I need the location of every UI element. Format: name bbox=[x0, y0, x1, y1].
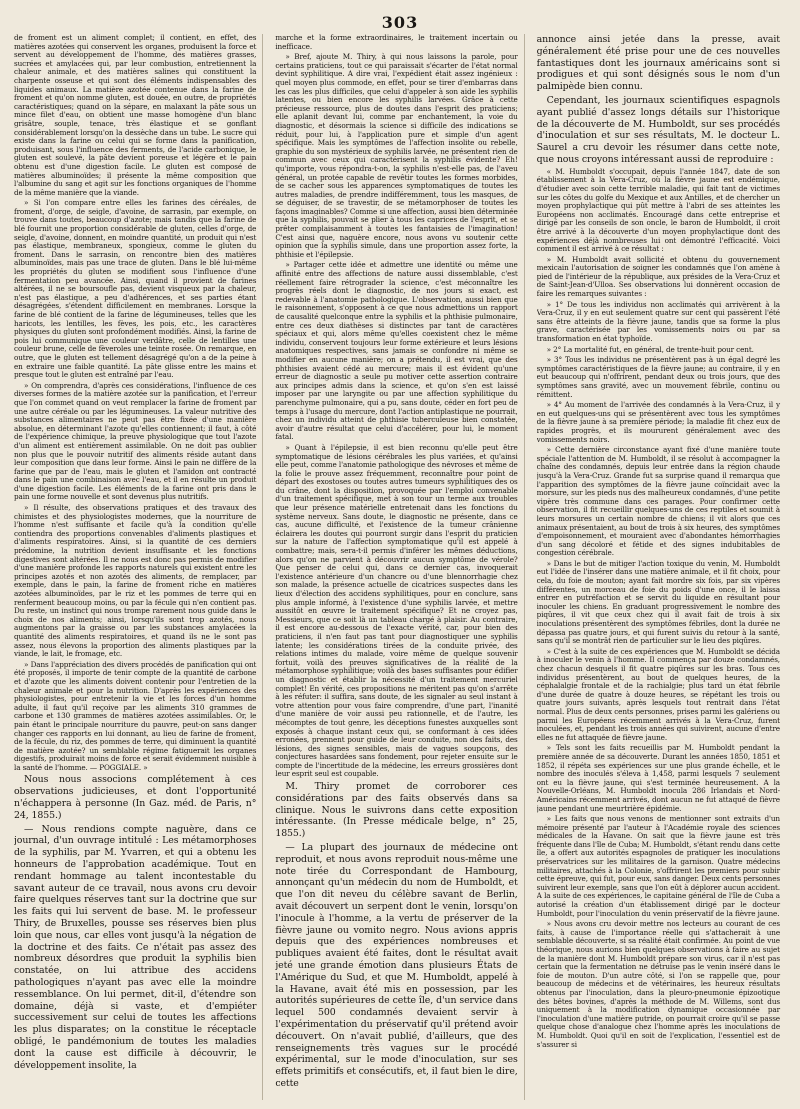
paragraph: » Les faits que nous venons de mentionner sont extraits d'un mémoire présenté par l'auteur à l'Académie royale des sciences médicales de la Havane. On sait que la fièvre jaune est très fréquente dans l'île de Cuba; M. Humboldt, s'étant rendu dans cette île, a offert aux autorités espagnoles de pratiquer les inoculations préservatrices sur les militaires de la garnison. Quatre médecins militaires, attachés à la Colonie, s'offrirent les premiers pour subir cette épreuve, qui fut, pour eux, sans danger. Deux cents personnes suivirent leur exemple, sans que l'on eût à déplorer aucun accident. A la suite de ces expériences, le capitaine général de l'île de Cuba a autorisé la création d'un établissement dirigé par le docteur Humboldt, pour l'inoculation du venin préservatif de la fièvre jaune. bbox=[536, 814, 780, 918]
paragraph: » Dans le but de mitiger l'action toxique du venin, M. Humboldt eut l'idée de l'insérer dans une matière animale, et il fit choix, pour cela, du foie de mouton; ayant fait mordre six fois, par six vipères différentes, un morceau de foie du poids d'une once, il le laissa entrer en putréfaction et se servit du liquide en résultant pour inoculer les chiens. En graduant progressivement le nombre des piqûres, il vit que ceux chez qui il avait fait de trois à six inoculations présentèrent des symptômes fébriles, dont la durée ne dépassa pas quatre jours, et qui furent suivis du retour à la santé, sans qu'il se montrât rien de particulier sur le lieu des piqûres. bbox=[536, 558, 780, 646]
paragraph: » Dans l'appréciation des divers procédés de panification qui ont été proposés, il importe de tenir compte de la quantité de carbone et d'azote que les aliments doivent contenir pour l'entretien de la chaleur animale et pour la nutrition. D'après les expériences des physiologistes, pour entretenir la vie et les forces d'un homme adulte, il faut qu'il reçoive par les aliments 310 grammes de carbone et 130 grammes de matières azotées assimilables. Or, le pain étant le principale nourriture du pauvre, peut-on sans danger changer ces rapports en lui donnant, au lieu de farine de froment, de la fécule, du riz, des pommes de terre, qui diminuent la quantité de matière azotée? un semblable régime fatiguerait les organes digestifs, produirait moins de force et serait évidemment nuisible à la santé de l'homme. — POGGIALE. » bbox=[14, 659, 257, 772]
column-1 bbox=[14, 34, 263, 1100]
paragraph: » Quant à l'épilepsie, il est bien reconnu qu'elle peut être symptomatique de lésions cérébrales les plus variées, et qu'ainsi elle peut, comme l'anatomie pathologique des névroses et même de la folie le prouve assez fréquemment, reconnaître pour point de départ des exostoses ou toutes autres tumeurs syphilitiques des os du crâne, dont la disposition, provoquée par l'emploi convenable d'un traitement spécifique, met à son tour un terme aux troubles que leur présence matérielle entretenait dans les fonctions du système nerveux. Sans doute, le diagnostic ne présente, dans ce cas, aucune difficulté, et l'existence de la tumeur crânienne éclairera les doutes qui pourront surgir dans l'esprit du praticien sur la nature de l'affection symptomatique qu'il est appelé à combattre; mais, sera-t-il permis d'inférer les mêmes déductions, alors qu'on ne parvient à découvrir aucun symptôme de vérole? Que penser de celui qui, dans ce dernier cas, invoquerait l'existence antérieure d'un chancre ou d'une blennorrhagie chez son malade, la présence actuelle de cicatrices suspectes dans les lieux d'élection des accidens syphilitiques, pour en conclure, sans plus ample informé, à l'existence d'une syphilis larvée, et mettre aussitôt en œuvre le traitement spécifique? Et ne croyez pas, Messieurs, que ce soit là un tableau chargé à plaisir. Au contraire, il est encore au-dessous de l'exacte vérité, car, pour bien des praticiens, il n'en faut pas tant pour diagnostiquer une syphilis latente; les considérations tirées de la conduite privée, des relations intimes du malade, voire même de quelque souvenir fortuit, voilà des preuves significatives de la réalité de la métamorphose syphilitique; voilà des bases suffisantes pour édifier un diagnostic et établir la nécessité d'un traitement mercuriel complet! En vérité, ces propositions ne méritent pas qu'on s'arrête à les réfuter: il suffira, sans doute, de les signaler au seul instant à votre attention pour vous faire comprendre, d'une part, l'inanité d'une manière de voir aussi peu rationnelle, et de l'autre, les mécomptes de tout genre, les déceptions funestes auxquelles sont exposés à chaque instant ceux qui, se conformant à ces idées erronées, prennent pour guide de leur conduite, non des faits, des lésions, des signes sensibles, mais de vagues soupçons, des conjectures hasardées sans fondement, pour rejeter ensuite sur le compte de l'incertitude de la médecine, les erreurs grossières dont leur esprit seul est coupable. bbox=[275, 442, 518, 779]
paragraph: M. Thiry promet de corroborer ces considérations par des faits observés dans sa clinique. Nous le suivrons dans cette exposition intéressante. (In Presse médicale belge, n° 25, 1855.) bbox=[275, 781, 518, 840]
paragraph: » Il résulte, des observations pratiques et des travaux des chimistes et des physiologistes modernes, que la nourriture de l'homme n'est suffisante et facile qu'à la condition qu'elle contiendra des proportions convenables d'aliments plastiques et d'aliments respiratoires. Ainsi, si la quantité de ces derniers prédomine, la nutrition devient insuffisante et les fonctions digestives sont altérées. Il ne nous est donc pas permis de modifier d'une manière profonde les rapports naturels qui existent entre les principes azotés et non azotés des aliments, de remplacer, par exemple, dans le pain, la farine de froment riche en matières azotées albuminoïdes, par le riz et les pommes de terre qui en renferment beaucoup moins, ou par la fécule qui n'en contient pas. Du reste, un instinct qui nous trompe rarement nous guide dans le choix de nos aliments; ainsi, lorsqu'ils sont trop azotés, nous augmentons par la graisse ou par les substances amylacées la quantité des aliments respiratoires, et quand ils ne le sont pas assez, nous élevons la proportion des aliments plastiques par la viande, le lait, le fromage, etc. bbox=[14, 503, 257, 659]
paragraph: marche et la forme extraordinaires, le traitement incertain ou inefficace. bbox=[275, 34, 518, 51]
paragraph: » M. Humboldt avait sollicité et obtenu du gouvernement mexicain l'autorisation de soigner les condamnés que l'on amène à pied de l'intérieur de la république, aux présides de la Vera-Cruz et de Saint-Jean-d'Ulloa. Ses observations lui donnèrent occasion de faire les remarques suivantes : bbox=[536, 254, 780, 299]
paragraph: » 4° Au moment de l'arrivée des condamnés à la Vera-Cruz, il y en eut quelques-uns qui se présentèrent avec tous les symptômes de la fièvre jaune à sa première période; la maladie fit chez eux de rapides progrès, et ils moururent généralement avec des vomissements noirs. bbox=[536, 400, 780, 444]
paragraph: « M. Humboldt s'occupait, depuis l'année 1847, date de son établissement à la Vera-Cruz, où la fièvre jaune est endémique, d'étudier avec soin cette terrible maladie, qui fait tant de victimes sur les côtes du golfe du Mexique et aux Antilles, et de chercher un moyen prophylactique qui pût mettre à l'abri de ses atteintes les Européens non acclimatés. Encouragé dans cette entreprise et dirigé par les conseils de son oncle, le baron de Humboldt, il croit être arrivé à la découverte d'un moyen prophylactique dont des expériences déjà nombreuses lui ont démontré l'efficacité. Voici comment il est arrivé à ce résultat : bbox=[536, 166, 780, 254]
paragraph: » Partager cette idée et admettre une identité ou même une affinité entre des affections de nature aussi dissemblable, c'est réellement faire rétrograder la science, c'est méconnaître les progrès réels dont le diagnostic, de nos jours si exact, est redevable à l'anatomie pathologique. L'observation, aussi bien que le raisonnement, s'opposent à ce que nous admettions un rapport de causalité quelconque entre la syphilis et la phthisie pulmonaire, entre ces deux diathèses si distinctes par tant de caractères spéciaux et qui, alors même qu'elles coexistent chez le même individu, conservent toujours leur forme extérieure et leurs lésions anatomiques respectives, sans jamais se confondre ni même se modifier en aucune manière; on a prétendu, il est vrai, que des phthisies avaient cédé au mercure; mais il est évident qu'une erreur de diagnostic a seule pu motiver cette assertion contraire aux principes admis dans la science, et qu'on s'en est laissé imposer par une laryngite ou par une affection syphilitique du parenchyme pulmonaire, qui a pu, sans doute, céder en fort peu de temps à l'usage du mercure, dont l'action antiplastique ne pourrait, chez un individu atteint de phthisie tuberculeuse bien constatée, avoir d'autre résultat que celui d'accélérer, pour lui, le moment fatal. bbox=[275, 260, 518, 442]
paragraph: » Bref, ajoute M. Thiry, à qui nous laissons la parole, pour certains praticiens, tout ce qui paraissait s'écarter de l'état normal devint syphilitique. A dire vrai, l'expédient était assez ingénieux : quel moyen plus commode, en effet, pour se tirer d'embarras dans les cas les plus difficiles, que celui d'appeler à son aide les syphilis latentes, ou bien encore les syphilis larvées. Grâce à cette précieuse ressource, plus de doutes dans l'esprit des praticiens; elle aplanit devant lui, comme par enchantement, la voie du diagnostic, et désormais la science si difficile des indications se réduit, pour lui, à l'application pure et simple d'un agent spécifique. Mais les symptômes de l'affection insolite ou rebelle, graphie du son mystérieux de syphilis larvée, ne présentent rien de commun avec ceux qui caractérisent la syphilis évidente? Eh! qu'importe, vous répondra-t-on, la syphilis n'est-elle pas, de l'aveu général, un protée capable de revêtir toutes les formes morbides, de se cacher sous les apparences symptomatiques de toutes les autres maladies, de prendre indifféremment, tous les masques, de se déguiser, de se travestir, de se métamorphoser de toutes les façons imaginables? Comme si une affection, aussi bien déterminée que la syphilis, pouvait se plier à tous les caprices de l'esprit, et se prêter complaisamment à toutes les fantaisies de l'imagination! C'est ainsi que, naguère encore, nous avons vu soutenir cette opinion que la syphilis simule, dans une proportion assez forte, la phthisie et l'épilepsie. bbox=[275, 52, 518, 259]
page-number: 303 bbox=[381, 13, 419, 32]
paragraph: » Tels sont les faits recueillis par M. Humboldt pendant la première année de sa découverte. Durant les années 1850, 1851 et 1852, il répéta ses expériences sur une plus grande échelle, et le nombre des inoculés s'éleva à 1,458, parmi lesquels 7 seulement ont eu la fièvre jaune, qui s'est terminée heureusement. A la Nouvelle-Orléans, M. Humboldt inocula 286 Irlandais et Nord-Américains récemment arrivés, dont aucun ne fut attaqué de fièvre jaune pendant une meurtrière épidémie. bbox=[536, 743, 780, 813]
column-3 bbox=[537, 34, 786, 1100]
paragraph: annonce ainsi jetée dans la presse, avait généralement été prise pour une de ces nouvelles fantastiques dont les journaux américains sont si prodigues et qui sont désignés sous le nom d'un palmipède bien connu. bbox=[536, 34, 780, 93]
paragraph: » Nous avons cru devoir mettre nos lecteurs au courant de ces faits, à cause de l'importance réelle qui s'attacherait à une semblable découverte, si sa réalité était confirmée. Au point de vue théorique, nous aurions bien quelques observations à faire au sujet de la manière dont M. Humboldt prépare son virus, car il n'est pas certain que la fermentation ne détruise pas le venin inséré dans le foie de mouton. D'un autre côté, si l'on se rappelle que, pour beaucoup de médecins et de vétérinaires, les heureux résultats obtenus par l'inoculation, dans la pleuro-pneumonie épizootique des bêtes bovines, d'après la méthode de M. Willems, sont dus uniquement à la modification dynamique occasionnée par l'inoculation d'une matière putride, on pourrait croire qu'il se passe quelque chose d'analogue chez l'homme après les inoculations de M. Humboldt. Quoi qu'il en soit de l'explication, l'essentiel est de s'assurer si bbox=[536, 919, 780, 1049]
paragraph: » On comprendra, d'après ces considérations, l'influence de ces diverses formes de la matière azotée sur la panification, et l'erreur que l'on commet quand on veut remplacer la farine de froment par une autre céréale ou par les légumineuses. La valeur nutritive des substances alimentaires ne peut pas être fixée d'une manière absolue, en déterminant l'azote qu'elles contiennent; il faut, à côté de l'expérience chimique, la preuve physiologique que tout l'azote d'un aliment est entièrement assimilable. On ne doit pas oublier non plus que le pouvoir nutritif des aliments réside autant dans leur composition que dans leur forme. Ainsi le pain ne diffère de la farine que par de l'eau, mais le gluten et l'amidon ont contracté dans le pain une combinaison avec l'eau, et il en résulte un produit d'une digestion facile. Les éléments de la farine ont pris dans le pain une forme nouvelle et sont devenus plus nutritifs. bbox=[14, 380, 257, 502]
column-2 bbox=[275, 34, 524, 1100]
paragraph: » 1° De tous les individus non acclimatés qui arrivèrent à la Vera-Cruz, il y en eut seulement quatre sur cent qui passèrent l'été sans être atteints de la fièvre jaune, tandis que sa forme la plus grave, caractérisée par les vomissements noirs ou par sa transformation en état typhoïde. bbox=[536, 299, 780, 344]
paragraph: — Nous rendions compte naguère, dans ce journal, d'un ouvrage intitulé : Les métamorphoses de la syphilis, par M. Yvarren, et qui a obtenu les honneurs de l'approbation académique. Tout en rendant hommage au talent incontestable du savant auteur de ce travail, nous avons cru devoir faire quelques réserves tant sur la doctrine que sur les faits qui lui servent de base. M. le professeur Thiry, de Bruxelles, pousse ses réserves bien plus loin que nous, car elles vont jusqu'à la négation de la doctrine et des faits. Ce n'était pas assez des nombreux désordres que produit la syphilis bien constatée, on lui attribue des accidens pathologiques n'ayant pas avec elle la moindre ressemblance. On lui permet, dit-il, d'étendre son domaine, déjà si vaste, et d'empiéter successivement sur celui de toutes les affections les plus disparates; on la constitue le réceptacle obligé, le pandémonium de toutes les maladies dont la cause est difficile à découvrir, le développement insolite, la bbox=[14, 823, 257, 1071]
paragraph: » 2° La mortalité fut, en général, de trente-huit pour cent. bbox=[546, 344, 754, 354]
paragraph: Nous nous associons complétement à ces observations judicieuses, et dont l'opportunité n'échappera à personne (In Gaz. méd. de Paris, n° 24, 1855.) bbox=[14, 774, 257, 821]
paragraph: Cependant, les journaux scientifiques espagnols ayant publié d'assez longs détails sur l'historique de la découverte de M. Humboldt, sur ses procédés d'inoculation et sur ses résultats, M. le docteur L. Saurel a cru devoir les résumer dans cette note, que nous croyons intéressant aussi de reproduire : bbox=[536, 94, 780, 165]
paragraph: de froment est un aliment complet; il contient, en effet, des matières azotées qui conservent les organes, produisent la force et servent au développement de l'homme, des matières grasses, sucrées et amylacées qui, par leur combustion, entretiennent la chaleur animale, et des matières salines qui constituent la charpente osseuse et qui sont des éléments indispensables des liquides animaux. La matière azotée contenue dans la farine de froment et qu'on nomme gluten, est douée, en outre, de propriétés caractéristiques; quand on la sépare, en malaxant la pâte sous un mince filet d'eau, on obtient une masse homogène d'un blanc grisâtre, souple, tenace, très élastique et se gonflant considérablement lorsqu'on la dessèche dans un tube. Le sucre qui existe dans la farine ou celui qui se forme dans la panification, produisant, sous l'influence des ferments, de l'acide carbonique, le gluten est soulevé, la pâte devient poreuse et légère et le pain obtenu est d'une digestion facile. Le gluten est composé de matières albuminoïdes; il présente la même composition que l'albumine du sang et agit sur les fonctions organiques de l'homme de la même manière que la viande. bbox=[14, 34, 257, 197]
text-columns bbox=[14, 34, 786, 1100]
paragraph: » C'est à la suite de ces expériences que M. Humboldt se décida à inoculer le venin à l'homme. Il commença par douze condamnés, chez chacun desquels il fit quatre piqûres sur les bras. Tous ces individus présentèrent, au bout de quelques heures, de la céphalalgie frontale et de la rachialgie; plus tard un état fébrile d'une durée de quatre à douze heures, se répétant les trois ou quatre jours suivants, après lesquels tout rentrait dans l'état normal. Plus de deux cents personnes, prises parmi les galériens ou parmi les Européens récemment arrivés à la Vera-Cruz, furent inoculées, et, pendant les trois années qui suivirent, aucune d'entre elles ne fut attaquée de fièvre jaune. bbox=[536, 646, 780, 742]
paragraph: » Cette dernière circonstance ayant fixé d'une manière toute spéciale l'attention de M. Humboldt, il se résolut à accompagner la chaîne des condamnés, depuis leur entrée dans la région chaude jusqu'à la Vera-Cruz. Grande fut sa surprise quand il remarqua que l'apparition des symptômes de la fièvre jaune coïncidait avec la morsure, sur les pieds nus des malheureux condamnés, d'une petite vipère très commune dans ces parages. Pour confirmer cette observation, il fit recueillir quelques-uns de ces reptiles et soumit à leurs morsures un certain nombre de chiens; il vit alors que ces animaux présentaient, au bout de trois à six heures, des symptômes d'empoisonnement, et mouraient avec d'abondantes hémorrhagies d'un sang décoloré et fétide et des signes indubitables de congestion cérébrale. bbox=[536, 445, 780, 558]
paragraph: » Si l'on compare entre elles les farines des céréales, de froment, d'orge, de seigle, d'avoine, de sarrasin, par exemple, on trouve dans toutes, beaucoup d'azote; mais tandis que la farine de blé fournit une proportion considérable de gluten, celles d'orge, de seigle, d'avoine, donnent, en moindre quantité, un produit qui n'est pas élastique, membraneux, spongieux, comme le gluten du froment. Dans le sarrasin, on rencontre bien des matières albuminoïdes, mais pas une trace de gluten. Dans le blé lui-même les propriétés du gluten se modifient sous l'influence d'une fermentation peu avancée. Ainsi, quand il provient de farines altérées, il ne se boursoufle pas, devient visqueux par la chaleur, n'est pas élastique, a peu d'adhérences, et ses parties étant désagrégées, s'étendent difficilement en membranes. Lorsque la farine de blé contient de la farine de légumineuses, telles que les haricots, les lentilles, les fèves, les pois, etc., les caractères physiques du gluten sont profondément modifiés. Ainsi, la farine de pois lui communique une couleur verdâtre, celle de lentilles une couleur brune, celle de fèveroles une teinte rosée. On remarque, en outre, que le gluten est tellement désagrégé qu'on a de la peine à en extraire une faible quantité. La pâte glisse entre les mains et presque tout le gluten est entraîné par l'eau. bbox=[14, 198, 257, 380]
paragraph: » 3° Tous les individus ne présentèrent pas à un égal degré les symptômes caractéristiques de la fièvre jaune; au contraire, il y en eut beaucoup qui n'offrirent, pendant deux ou trois jours, que des symptômes sans gravité, avec un mouvement fébrile, continu ou rémittent. bbox=[536, 355, 780, 399]
paragraph: — La plupart des journaux de médecine ont reproduit, et nous avons reproduit nous-même une note tirée du Correspondant de Hambourg, annonçant qu'un médecin du nom de Humboldt, et que l'on dit neveu du célèbre savant de Berlin, avait découvert un serpent dont le venin, lorsqu'on l'inocule à l'homme, a la vertu de préserver de la fièvre jaune ou vomito negro. Nous avions appris depuis que des expériences nombreuses et publiques avaient été faites, dont le résultat avait jeté une grande émotion dans plusieurs États de l'Amérique du Sud, et que M. Humboldt, appelé à la Havane, avait été mis en possession, par les autorités supérieures de cette île, d'un service dans lequel 500 condamnés devaient servir à l'expérimentation du préservatif qu'il prétend avoir découvert. On n'avait publié, d'ailleurs, que des renseignements très vagues sur le procédé expérimental, sur le mode d'inoculation, sur ses effets primitifs et consécutifs, et, il faut bien le dire, cette bbox=[275, 842, 518, 1089]
